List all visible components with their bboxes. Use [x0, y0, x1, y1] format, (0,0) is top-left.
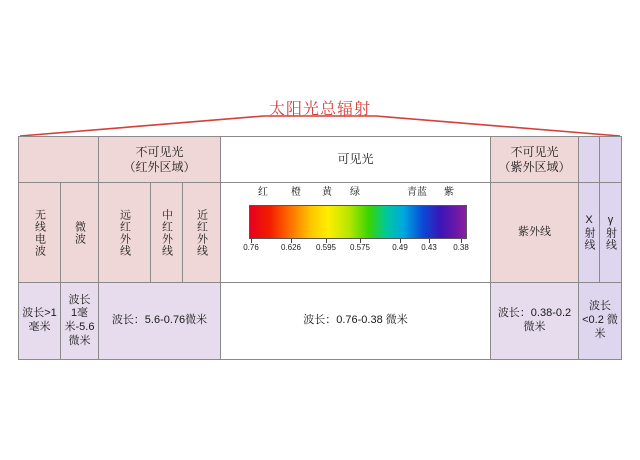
band-x-ray-label: X射线: [583, 214, 596, 251]
spectrum-tick-values: [221, 243, 491, 257]
spectrum-label-yellow: 黄: [322, 186, 332, 198]
table-row-wavelengths: [19, 283, 621, 359]
spectrum-table: [18, 136, 622, 360]
wavelength-infrared: 波长：5.6-0.76微米: [99, 283, 221, 359]
spectrum-tick-038: 0.38: [453, 242, 469, 252]
page-title: 太阳光总辐射: [268, 99, 371, 118]
spectrum-tick-049: 0.49: [392, 242, 408, 252]
band-ultraviolet-label: 紫外线: [518, 225, 551, 238]
spectrum-color-labels: [221, 187, 491, 203]
spectrum-tick-076: 0.76: [243, 242, 259, 252]
spectrum-tick-0575: 0.575: [349, 242, 371, 252]
band-far-infrared: [99, 183, 151, 283]
spectrum-label-green: 绿: [350, 186, 360, 198]
header-invisible-infrared-line2: （红外区域）: [123, 159, 196, 174]
header-invisible-ultraviolet-line2: （紫外区域）: [498, 159, 571, 174]
band-gamma-ray-label: γ射线: [604, 214, 617, 251]
band-near-infrared-label: 近红外线: [195, 208, 208, 257]
band-radio: [19, 183, 61, 283]
spectrum-graphic: [221, 183, 490, 283]
spectrum-label-orange: 橙: [291, 186, 301, 198]
header-invisible-ultraviolet: [491, 137, 579, 183]
spectrum-tick-043: 0.43: [421, 242, 437, 252]
wavelength-microwave: 波长 1毫米-5.6微米: [61, 283, 99, 359]
band-ultraviolet: [491, 183, 579, 283]
band-gamma-ray: [600, 183, 621, 283]
header-invisible-infrared: [99, 137, 221, 183]
band-microwave-label: 微波: [73, 220, 86, 245]
table-row-headers: [19, 137, 621, 183]
spectrum-label-violet: 紫: [444, 186, 454, 198]
header-invisible-ultraviolet-line1: 不可见光: [510, 144, 559, 159]
wavelength-visible: 波长：0.76-0.38 微米: [221, 283, 491, 359]
spectrum-color-bar: [249, 205, 467, 239]
spectrum-label-cyan-blue: 青蓝: [407, 186, 427, 198]
wavelength-radio: 波长>1毫米: [19, 283, 61, 359]
wavelength-x-gamma: 波长<0.2 微米: [579, 283, 621, 359]
visible-spectrum-cell: [221, 183, 491, 283]
header-invisible-infrared-line1: 不可见光: [135, 144, 184, 159]
bracket-icon: [18, 112, 622, 138]
band-far-infrared-label: 远红外线: [118, 208, 131, 257]
band-x-ray: [579, 183, 600, 283]
header-visible-light: 可见光: [221, 137, 491, 183]
wavelength-ultraviolet: 波长：0.38-0.2 微米: [491, 283, 579, 359]
spectrum-tick-0595: 0.595: [315, 242, 337, 252]
spectrum-label-red: 红: [258, 186, 268, 198]
band-mid-infrared: [151, 183, 183, 283]
band-mid-infrared-label: 中红外线: [160, 208, 173, 257]
table-row-bands: [19, 183, 621, 283]
band-microwave: [61, 183, 99, 283]
band-near-infrared: [183, 183, 221, 283]
band-radio-label: 无线电波: [33, 208, 46, 257]
spectrum-tick-0626: 0.626: [280, 242, 302, 252]
header-cell-empty-x: [579, 137, 600, 183]
header-cell-empty-left: [19, 137, 99, 183]
header-cell-empty-gamma: [600, 137, 621, 183]
